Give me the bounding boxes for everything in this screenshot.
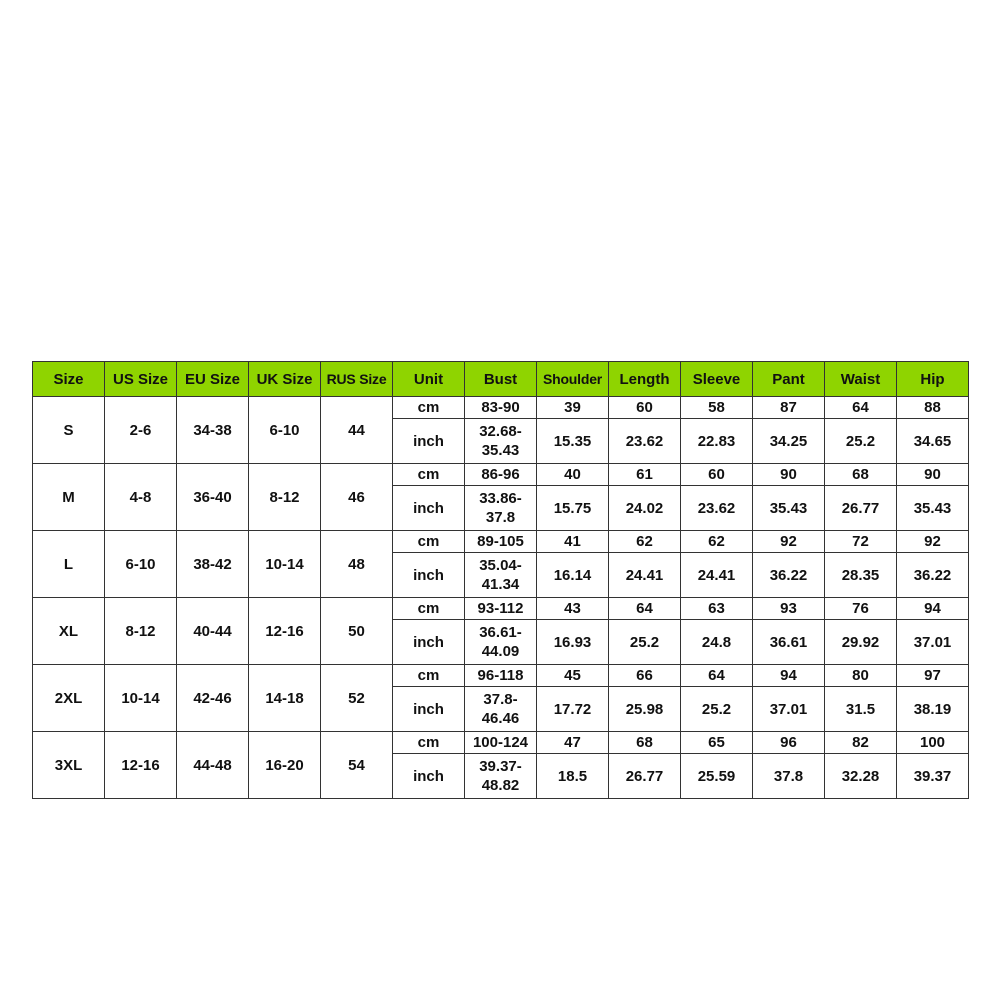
header-sleeve: Sleeve	[681, 362, 753, 397]
bust-cell: 96-118	[465, 665, 537, 687]
bust-cell: 89-105	[465, 531, 537, 553]
waist-cell: 31.5	[825, 687, 897, 732]
shoulder-cell: 16.14	[537, 553, 609, 598]
header-unit: Unit	[393, 362, 465, 397]
size-cell: S	[33, 397, 105, 464]
bust-cell	[465, 620, 537, 665]
shoulder-cell: 40	[537, 464, 609, 486]
uk-size-cell: 10-14	[249, 531, 321, 598]
sleeve-cell: 65	[681, 732, 753, 754]
uk-size-cell: 14-18	[249, 665, 321, 732]
pant-cell: 36.22	[753, 553, 825, 598]
sleeve-cell: 63	[681, 598, 753, 620]
pant-cell: 93	[753, 598, 825, 620]
shoulder-cell: 15.35	[537, 419, 609, 464]
unit-cell: cm	[393, 397, 465, 419]
waist-cell: 64	[825, 397, 897, 419]
us-size-cell: 8-12	[105, 598, 177, 665]
eu-size-cell: 34-38	[177, 397, 249, 464]
header-eu-size: EU Size	[177, 362, 249, 397]
hip-cell: 92	[897, 531, 969, 553]
header-bust: Bust	[465, 362, 537, 397]
bust-cell: 100-124	[465, 732, 537, 754]
bust-cell: 86-96	[465, 464, 537, 486]
bust-cell	[465, 419, 537, 464]
hip-cell: 34.65	[897, 419, 969, 464]
unit-cell: inch	[393, 687, 465, 732]
waist-cell: 25.2	[825, 419, 897, 464]
hip-cell: 97	[897, 665, 969, 687]
sleeve-cell: 58	[681, 397, 753, 419]
pant-cell: 37.01	[753, 687, 825, 732]
rus-size-cell: 52	[321, 665, 393, 732]
size-cell: 2XL	[33, 665, 105, 732]
table-row	[33, 598, 969, 620]
shoulder-cell: 17.72	[537, 687, 609, 732]
eu-size-cell: 38-42	[177, 531, 249, 598]
unit-cell: inch	[393, 620, 465, 665]
pant-cell: 94	[753, 665, 825, 687]
bust-line-1: 32.68-	[479, 423, 522, 440]
pant-cell: 35.43	[753, 486, 825, 531]
bust-cell	[465, 687, 537, 732]
unit-cell: cm	[393, 598, 465, 620]
table-row	[33, 531, 969, 553]
bust-line-1: 35.04-	[479, 557, 522, 574]
eu-size-cell: 44-48	[177, 732, 249, 799]
header-hip: Hip	[897, 362, 969, 397]
length-cell: 68	[609, 732, 681, 754]
bust-line-2: 41.34	[481, 576, 520, 593]
bust-cell: 83-90	[465, 397, 537, 419]
header-size: Size	[33, 362, 105, 397]
pant-cell: 87	[753, 397, 825, 419]
unit-cell: cm	[393, 732, 465, 754]
hip-cell: 94	[897, 598, 969, 620]
shoulder-cell: 43	[537, 598, 609, 620]
unit-cell: cm	[393, 464, 465, 486]
pant-cell: 34.25	[753, 419, 825, 464]
unit-cell: inch	[393, 486, 465, 531]
uk-size-cell: 16-20	[249, 732, 321, 799]
bust-line-1: 39.37-	[479, 758, 522, 775]
bust-cell: 93-112	[465, 598, 537, 620]
eu-size-cell: 42-46	[177, 665, 249, 732]
length-cell: 62	[609, 531, 681, 553]
size-cell: 3XL	[33, 732, 105, 799]
sleeve-cell: 24.8	[681, 620, 753, 665]
shoulder-cell: 45	[537, 665, 609, 687]
header-us-size: US Size	[105, 362, 177, 397]
table-row	[33, 732, 969, 754]
rus-size-cell: 44	[321, 397, 393, 464]
table-row	[33, 464, 969, 486]
sleeve-cell: 23.62	[681, 486, 753, 531]
rus-size-cell: 54	[321, 732, 393, 799]
unit-cell: inch	[393, 419, 465, 464]
bust-cell	[465, 486, 537, 531]
hip-cell: 38.19	[897, 687, 969, 732]
shoulder-cell: 15.75	[537, 486, 609, 531]
waist-cell: 80	[825, 665, 897, 687]
bust-line-1: 37.8-	[483, 691, 518, 708]
header-waist: Waist	[825, 362, 897, 397]
length-cell: 24.41	[609, 553, 681, 598]
waist-cell: 76	[825, 598, 897, 620]
waist-cell: 72	[825, 531, 897, 553]
hip-cell: 88	[897, 397, 969, 419]
waist-cell: 32.28	[825, 754, 897, 799]
hip-cell: 36.22	[897, 553, 969, 598]
pant-cell: 92	[753, 531, 825, 553]
hip-cell: 37.01	[897, 620, 969, 665]
hip-cell: 100	[897, 732, 969, 754]
length-cell: 64	[609, 598, 681, 620]
waist-cell: 28.35	[825, 553, 897, 598]
shoulder-cell: 47	[537, 732, 609, 754]
bust-line-2: 44.09	[481, 643, 520, 660]
us-size-cell: 4-8	[105, 464, 177, 531]
size-cell: M	[33, 464, 105, 531]
rus-size-cell: 50	[321, 598, 393, 665]
hip-cell: 35.43	[897, 486, 969, 531]
shoulder-cell: 18.5	[537, 754, 609, 799]
shoulder-cell: 41	[537, 531, 609, 553]
bust-cell	[465, 754, 537, 799]
bust-line-2: 35.43	[481, 442, 520, 459]
header-rus-size: RUS Size	[321, 362, 393, 397]
table-row	[33, 397, 969, 419]
sleeve-cell: 64	[681, 665, 753, 687]
length-cell: 60	[609, 397, 681, 419]
header-shoulder: Shoulder	[537, 362, 609, 397]
size-chart-table	[32, 361, 969, 799]
us-size-cell: 6-10	[105, 531, 177, 598]
header-uk-size: UK Size	[249, 362, 321, 397]
us-size-cell: 10-14	[105, 665, 177, 732]
uk-size-cell: 6-10	[249, 397, 321, 464]
hip-cell: 90	[897, 464, 969, 486]
bust-cell	[465, 553, 537, 598]
waist-cell: 29.92	[825, 620, 897, 665]
shoulder-cell: 16.93	[537, 620, 609, 665]
eu-size-cell: 40-44	[177, 598, 249, 665]
bust-line-1: 33.86-	[479, 490, 522, 507]
pant-cell: 37.8	[753, 754, 825, 799]
header-length: Length	[609, 362, 681, 397]
pant-cell: 96	[753, 732, 825, 754]
table-row	[33, 665, 969, 687]
shoulder-cell: 39	[537, 397, 609, 419]
unit-cell: cm	[393, 665, 465, 687]
uk-size-cell: 12-16	[249, 598, 321, 665]
length-cell: 66	[609, 665, 681, 687]
us-size-cell: 2-6	[105, 397, 177, 464]
sleeve-cell: 22.83	[681, 419, 753, 464]
length-cell: 26.77	[609, 754, 681, 799]
length-cell: 61	[609, 464, 681, 486]
eu-size-cell: 36-40	[177, 464, 249, 531]
unit-cell: inch	[393, 553, 465, 598]
bust-line-2: 37.8	[485, 509, 516, 526]
length-cell: 24.02	[609, 486, 681, 531]
us-size-cell: 12-16	[105, 732, 177, 799]
size-cell: L	[33, 531, 105, 598]
pant-cell: 36.61	[753, 620, 825, 665]
hip-cell: 39.37	[897, 754, 969, 799]
sleeve-cell: 24.41	[681, 553, 753, 598]
uk-size-cell: 8-12	[249, 464, 321, 531]
length-cell: 23.62	[609, 419, 681, 464]
waist-cell: 68	[825, 464, 897, 486]
header-pant: Pant	[753, 362, 825, 397]
length-cell: 25.98	[609, 687, 681, 732]
header-row	[33, 362, 969, 397]
waist-cell: 26.77	[825, 486, 897, 531]
length-cell: 25.2	[609, 620, 681, 665]
rus-size-cell: 48	[321, 531, 393, 598]
size-cell: XL	[33, 598, 105, 665]
rus-size-cell: 46	[321, 464, 393, 531]
unit-cell: inch	[393, 754, 465, 799]
sleeve-cell: 25.59	[681, 754, 753, 799]
bust-line-1: 36.61-	[479, 624, 522, 641]
sleeve-cell: 62	[681, 531, 753, 553]
pant-cell: 90	[753, 464, 825, 486]
unit-cell: cm	[393, 531, 465, 553]
sleeve-cell: 60	[681, 464, 753, 486]
sleeve-cell: 25.2	[681, 687, 753, 732]
waist-cell: 82	[825, 732, 897, 754]
bust-line-2: 48.82	[481, 777, 520, 794]
bust-line-2: 46.46	[481, 710, 520, 727]
